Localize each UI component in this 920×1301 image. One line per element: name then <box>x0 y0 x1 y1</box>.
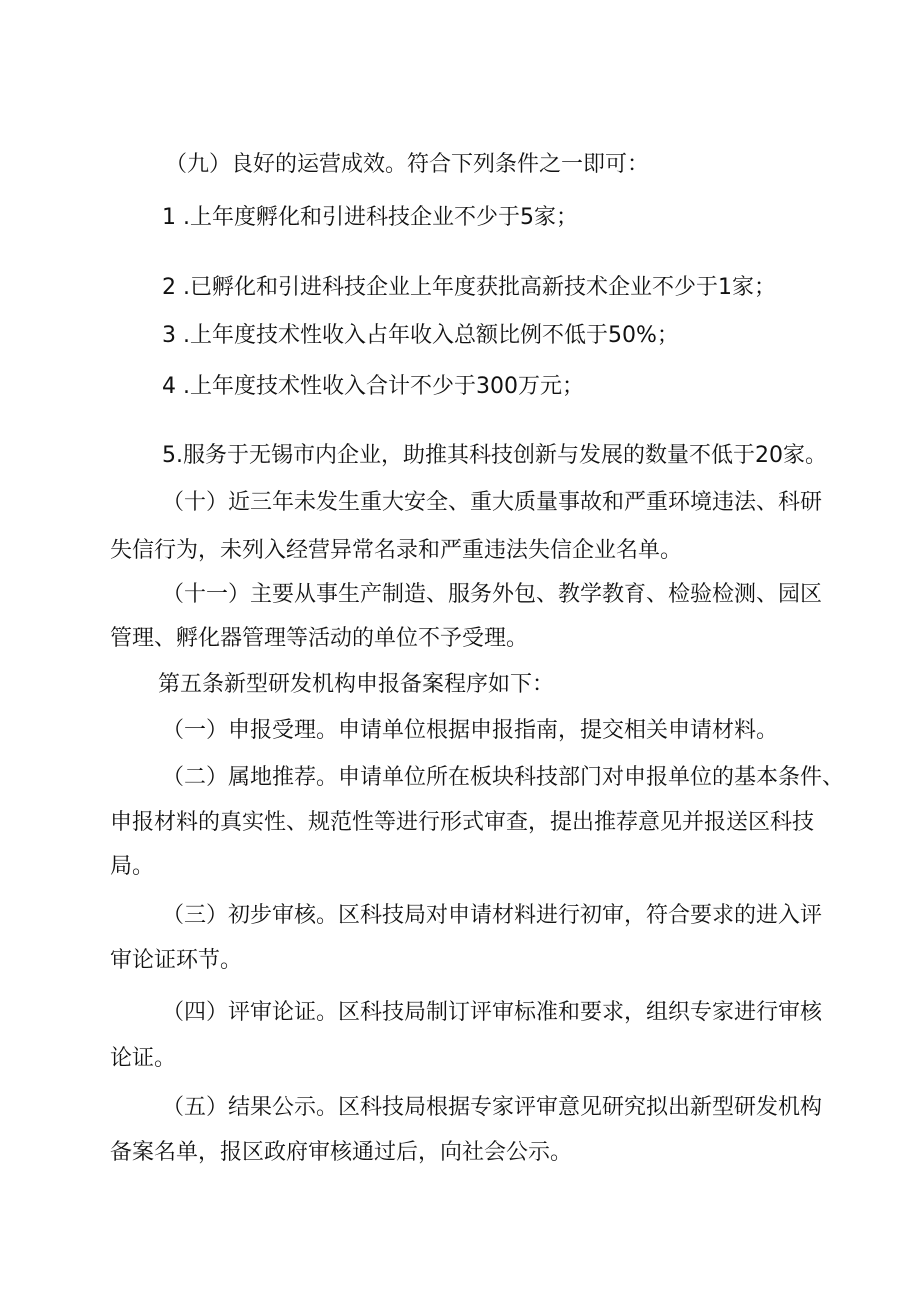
clause-10-line-2: 失信行为，未列入经营异常名录和严重违法失信企业名单。 <box>110 538 683 563</box>
step-1: （一）申报受理。申请单位根据申报指南，提交相关申请材料。 <box>162 718 779 743</box>
clause-9-item-1: 1 .上年度孵化和引进科技企业不少于5家； <box>162 205 578 230</box>
clause-9-heading: （九）良好的运营成效。符合下列条件之一即可： <box>165 152 650 177</box>
step-4-line-2: 论证。 <box>110 1046 177 1071</box>
step-3-line-2: 审论证环节。 <box>110 948 243 973</box>
clause-9-item-5: 5.服务于无锡市内企业，助推其科技创新与发展的数量不低于20家。 <box>162 443 827 468</box>
step-5-line-2: 备案名单，报区政府审核通过后，向社会公示。 <box>110 1140 573 1165</box>
step-5-line-1: （五）结果公示。区科技局根据专家评审意见研究拟出新型研发机构 <box>162 1095 823 1120</box>
clause-9-item-2: 2 .已孵化和引进科技企业上年度获批高新技术企业不少于1家； <box>162 275 776 300</box>
step-4-line-1: （四）评审论证。区科技局制订评审标准和要求，组织专家进行审核 <box>162 1000 823 1025</box>
step-2-line-2: 申报材料的真实性、规范性等进行形式审查，提出推荐意见并报送区科技 <box>110 810 815 835</box>
clause-11-line-1: （十一）主要从事生产制造、服务外包、教学教育、检验检测、园区 <box>162 582 823 607</box>
step-2-line-1: （二）属地推荐。申请单位所在板块科技部门对申报单位的基本条件、 <box>162 765 845 790</box>
clause-9-item-4: 4 .上年度技术性收入合计不少于300万元； <box>162 374 584 399</box>
clause-10-line-1: （十）近三年未发生重大安全、重大质量事故和严重环境违法、科研 <box>162 490 823 515</box>
clause-9-item-3: 3 .上年度技术性收入占年收入总额比例不低于50%； <box>162 323 679 348</box>
clause-11-line-2: 管理、孵化器管理等活动的单位不予受理。 <box>110 626 529 651</box>
article-5-heading: 第五条新型研发机构申报备案程序如下： <box>158 672 555 697</box>
step-3-line-1: （三）初步审核。区科技局对申请材料进行初审，符合要求的进入评 <box>162 903 823 928</box>
step-2-line-3: 局。 <box>110 854 155 879</box>
